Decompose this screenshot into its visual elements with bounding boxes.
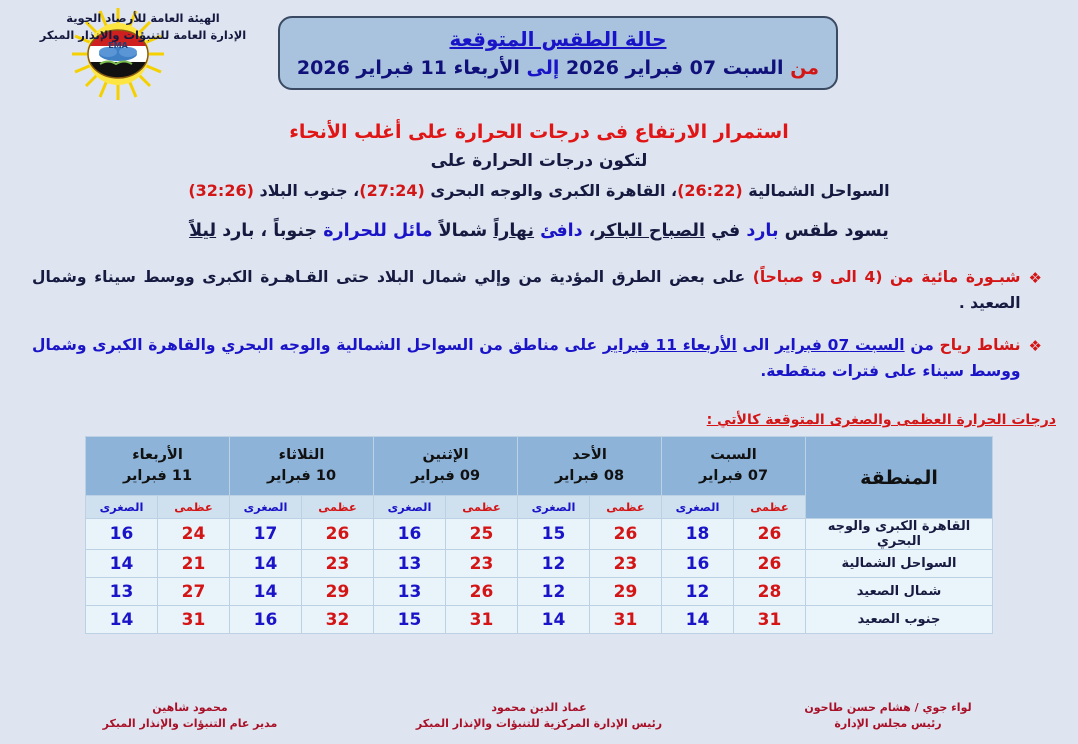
signature-role: مدير عام التنبؤات والإنذار المبكر	[102, 717, 278, 730]
region-cell: جنوب الصعيد	[806, 606, 993, 634]
range-north-coast-value: (26:22)	[677, 181, 743, 200]
temp-max-cell: 26	[734, 550, 806, 578]
range-cairo-delta-label: ، القاهرة الكبرى والوجه البحرى	[430, 181, 678, 200]
temp-max-cell: 31	[590, 606, 662, 634]
temp-max-cell: 25	[446, 519, 518, 550]
subheader-min-0: الصغرى	[662, 496, 734, 519]
bullet-fog-highlight: شبـورة مائية من (4 الى 9 صباحاً)	[752, 268, 1021, 286]
page-footer	[0, 700, 1078, 732]
subheader-min-4: الصغرى	[86, 496, 158, 519]
region-cell: القاهرة الكبرى والوجه البحري	[806, 519, 993, 550]
temp-min-cell: 12	[662, 578, 734, 606]
wd-heat: للحرارة	[323, 221, 387, 241]
temp-min-cell: 16	[230, 606, 302, 634]
signature-name: عماد الدين محمود	[491, 701, 587, 714]
temp-max-cell: 26	[734, 519, 806, 550]
wd-part-5: جنوباً ، بارد	[222, 221, 318, 241]
temp-min-cell: 13	[374, 578, 446, 606]
temp-min-cell: 18	[662, 519, 734, 550]
day-name: الأحد	[572, 447, 607, 463]
wd-tending: مائل	[392, 221, 433, 241]
bullet-wind-text	[32, 332, 1021, 384]
table-header-day-2	[374, 437, 518, 496]
day-name: الأربعاء	[132, 447, 183, 463]
table-header-region: المنطقة	[806, 437, 993, 519]
table-caption: درجات الحرارة العظمى والصغرى المتوقعة كالأتي :	[706, 412, 1056, 428]
table-row	[86, 578, 993, 606]
temp-min-cell: 12	[518, 550, 590, 578]
temp-min-cell: 14	[86, 606, 158, 634]
bullet-fog-text	[32, 264, 1021, 316]
subheader-max-1: عظمى	[590, 496, 662, 519]
agency-line-2: الإدارة العامة للتنبؤات والإنذار المبكر	[39, 28, 247, 42]
region-cell: شمال الصعيد	[806, 578, 993, 606]
table-row	[86, 550, 993, 578]
temp-max-cell: 26	[446, 578, 518, 606]
table-header-day-4	[86, 437, 230, 496]
temp-min-cell: 14	[662, 606, 734, 634]
subheader-min-2: الصغرى	[374, 496, 446, 519]
forecast-table-wrap	[85, 436, 993, 634]
bullet-marker-icon: ❖	[1028, 337, 1042, 355]
temp-max-cell: 21	[158, 550, 230, 578]
temp-min-cell: 16	[662, 550, 734, 578]
temp-min-cell: 16	[374, 519, 446, 550]
temp-max-cell: 32	[302, 606, 374, 634]
range-north-coast-label: السواحل الشمالية	[748, 181, 890, 200]
temp-min-cell: 13	[86, 578, 158, 606]
bullet-wind-rest: على مناطق من السواحل الشمالية والوجه البحري والقاهرة الكبرى وشمال ووسط سيناء على فترات متقطعة.	[32, 336, 1021, 380]
page-header	[0, 0, 1078, 108]
table-body	[86, 519, 993, 634]
temp-min-cell: 14	[518, 606, 590, 634]
summary-subline: لتكون درجات الحرارة على	[430, 151, 648, 171]
day-date: 11 فبراير	[122, 468, 193, 484]
summary-headline: استمرار الارتفاع فى درجات الحرارة على أغلب الأنحاء	[289, 121, 789, 143]
day-date: 07 فبراير	[698, 468, 769, 484]
temp-max-cell: 29	[302, 578, 374, 606]
signature-chairman	[738, 700, 1038, 732]
temp-max-cell: 24	[158, 519, 230, 550]
table-head-row-days	[86, 437, 993, 496]
temperature-ranges	[22, 176, 1056, 206]
forecast-table	[85, 436, 993, 634]
bullet-wind-mid: الى	[736, 336, 776, 354]
day-date: 10 فبراير	[266, 468, 337, 484]
bullet-wind-pre: من	[904, 336, 940, 354]
table-row	[86, 519, 993, 550]
subheader-max-2: عظمى	[446, 496, 518, 519]
signature-name: لواء جوي / هشام حسن طاحون	[804, 701, 972, 714]
day-date: 08 فبراير	[554, 468, 625, 484]
page-title: حالة الطقس المتوقعة	[449, 27, 667, 51]
region-cell: السواحل الشمالية	[806, 550, 993, 578]
wd-part-2: في	[711, 221, 741, 241]
temp-min-cell: 12	[518, 578, 590, 606]
temp-max-cell: 28	[734, 578, 806, 606]
signature-forecast-director	[40, 700, 340, 732]
title-box	[278, 16, 838, 90]
bullet-wind-highlight: نشاط رياح	[939, 336, 1021, 354]
subheader-max-4: عظمى	[158, 496, 230, 519]
temp-max-cell: 23	[302, 550, 374, 578]
subheader-max-3: عظمى	[302, 496, 374, 519]
subheader-min-3: الصغرى	[230, 496, 302, 519]
bullet-wind-date-start: السبت 07 فبراير	[775, 336, 905, 354]
temp-max-cell: 26	[302, 519, 374, 550]
range-cairo-delta-value: (27:24)	[359, 181, 425, 200]
forecast-period	[280, 53, 836, 83]
wd-warm: دافئ	[540, 221, 583, 241]
temp-min-cell: 15	[518, 519, 590, 550]
signature-central-admin	[389, 700, 689, 732]
period-from-date: السبت 07 فبراير 2026	[566, 57, 784, 79]
period-from-label: من	[790, 57, 820, 79]
range-south-label: ، جنوب البلاد	[259, 181, 360, 200]
temp-max-cell: 29	[590, 578, 662, 606]
subheader-min-1: الصغرى	[518, 496, 590, 519]
wd-cold-morning: بارد	[746, 221, 779, 241]
temp-min-cell: 15	[374, 606, 446, 634]
wd-early-morning: الصباح الباكر	[595, 221, 705, 241]
weather-description	[22, 214, 1056, 248]
table-row	[86, 606, 993, 634]
temp-max-cell: 26	[590, 519, 662, 550]
table-header-day-0	[662, 437, 806, 496]
day-name: الثلاثاء	[278, 447, 325, 463]
table-header-day-3	[230, 437, 374, 496]
temp-max-cell: 31	[734, 606, 806, 634]
bullet-fog-rest: على بعض الطرق المؤدية من وإلي شمال البلاد حتى القـاهـرة الكبرى ووسط سيناء وشمال الصعيد .	[32, 268, 1021, 312]
range-south-value: (32:26)	[188, 181, 254, 200]
day-name: الإثنين	[422, 447, 469, 463]
wd-part-4: شمالاً	[438, 221, 488, 241]
wd-daytime: نهاراً	[493, 221, 535, 241]
signature-role: رئيس الإدارة المركزية للتنبؤات والإنذار المبكر	[415, 717, 663, 730]
table-head	[86, 437, 993, 519]
temp-min-cell: 16	[86, 519, 158, 550]
temp-min-cell: 14	[230, 550, 302, 578]
bullet-item-fog	[22, 264, 1056, 316]
table-header-day-1	[518, 437, 662, 496]
day-date: 09 فبراير	[410, 468, 481, 484]
wd-part-3: ،	[588, 221, 596, 241]
period-to-label: إلى	[526, 57, 560, 79]
ema-logo-text: EMA	[108, 41, 128, 50]
signature-role: رئيس مجلس الإدارة	[834, 717, 942, 730]
bullet-marker-icon: ❖	[1028, 269, 1042, 287]
temp-min-cell: 13	[374, 550, 446, 578]
temp-min-cell: 14	[86, 550, 158, 578]
wd-part-1: يسود طقس	[784, 221, 889, 241]
temp-min-cell: 17	[230, 519, 302, 550]
subheader-max-0: عظمى	[734, 496, 806, 519]
temp-max-cell: 27	[158, 578, 230, 606]
day-name: السبت	[710, 447, 757, 463]
bullet-wind-date-end: الأربعاء 11 فبراير	[602, 336, 737, 354]
temp-max-cell: 23	[590, 550, 662, 578]
temp-max-cell: 31	[158, 606, 230, 634]
bullet-item-wind	[22, 332, 1056, 384]
wd-night: ليلاً	[189, 221, 217, 241]
temp-max-cell: 31	[446, 606, 518, 634]
period-to-date: الأربعاء 11 فبراير 2026	[296, 57, 520, 79]
temp-max-cell: 23	[446, 550, 518, 578]
signature-name: محمود شاهين	[152, 701, 228, 714]
temp-min-cell: 14	[230, 578, 302, 606]
agency-name	[18, 10, 268, 44]
forecast-body	[0, 118, 1078, 634]
agency-line-1: الهيئة العامة للأرصاد الجوية	[66, 11, 220, 25]
